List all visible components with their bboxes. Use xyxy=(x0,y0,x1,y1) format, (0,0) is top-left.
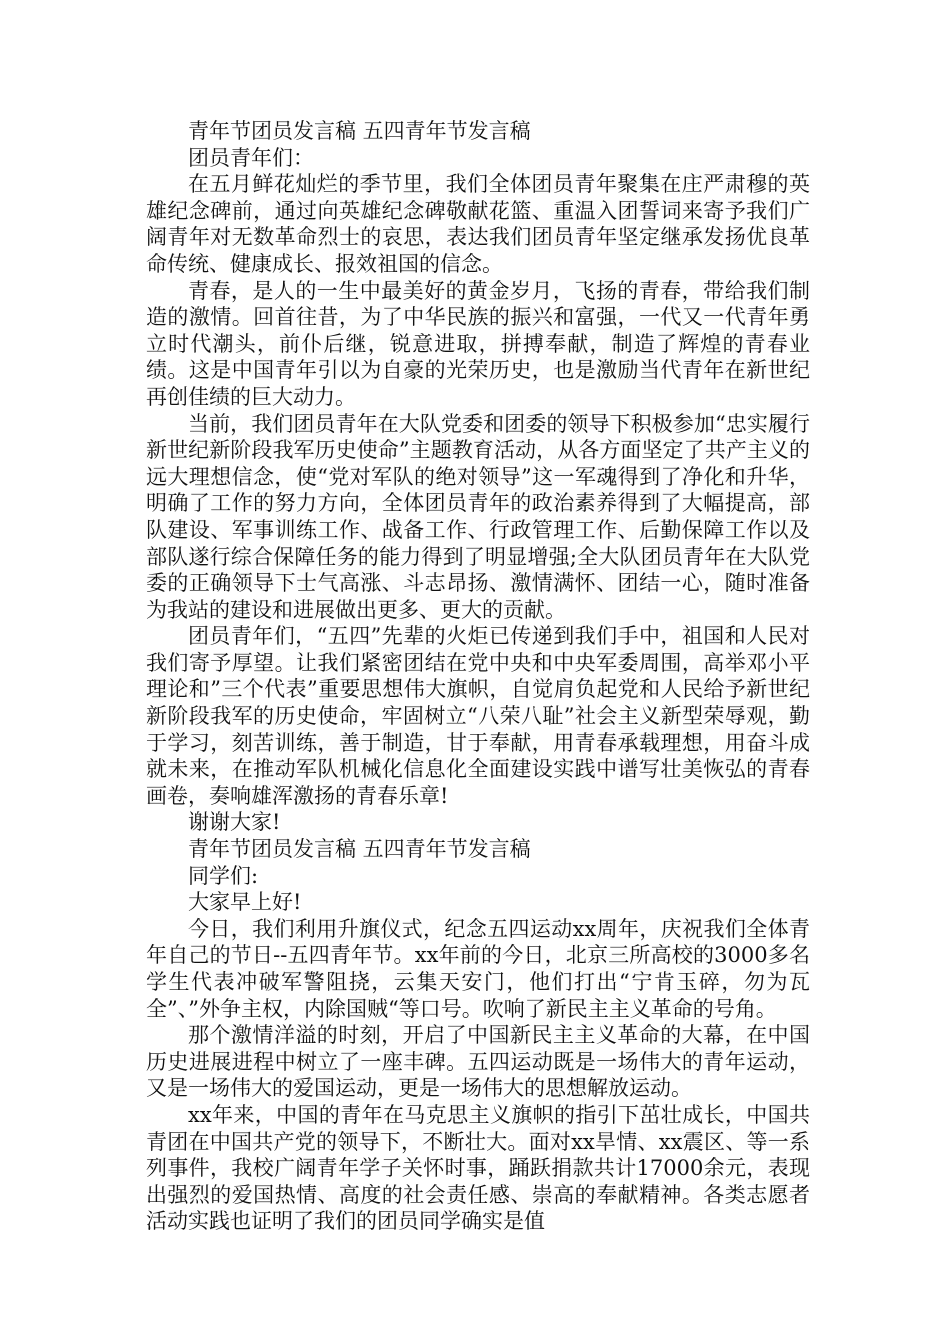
document-body xyxy=(146,118,810,1235)
salutation: 团员青年们： xyxy=(188,145,314,170)
greeting: 大家早上好! xyxy=(188,890,302,915)
speech-title: 青年节团员发言稿 五四青年节发言稿 xyxy=(188,119,531,143)
paragraph: 在五月鲜花灿烂的季节里，我们全体团员青年聚集在庄严肃穆的英雄纪念碑前，通过向英雄纪念碑敬献花篮、重温入团誓词来寄予我们广阔青年对无数革命烈士的哀思，表达我们团员青年坚定继承发扬优良革命传统、健康成长、报效祖国的信念。 xyxy=(146,172,810,276)
paragraph: 当前，我们团员青年在大队党委和团委的领导下积极参加“忠实履行新世纪新阶段我军历史使命”主题教育活动，从各方面坚定了共产主义的远大理想信念，使“党对军队的绝对领导”这一军魂得到了净化和升华，明确了工作的努力方向，全体团员青年的政治素养得到了大幅提高，部队建设、军事训练工作、战备工作、行政管理工作、后勤保障工作以及部队遂行综合保障任务的能力得到了明显增强;全大队团员青年在大队党委的正确领导下士气高涨、斗志昂扬、激情满怀、团结一心，随时准备为我站的建设和进展做出更多、更大的贡献。 xyxy=(146,411,810,622)
salutation: 同学们: xyxy=(188,863,259,888)
paragraph: 青春，是人的一生中最美好的黄金岁月，飞扬的青春，带给我们制造的激情。回首往昔，为了中华民族的振兴和富强，一代又一代青年勇立时代潮头，前仆后继，锐意进取，拼搏奉献，制造了辉煌的青春业绩。这是中国青年引以为自豪的光荣历史，也是激励当代青年在新世纪再创佳绩的巨大动力。 xyxy=(146,278,810,409)
paragraph: 今日，我们利用升旗仪式，纪念五四运动xx周年，庆祝我们全体青年自己的节日--五四青年节。xx年前的今日，北京三所高校的3000多名学生代表冲破军警阻挠，云集天安门，他们打出“宁肯玉碎，勿为瓦全”、”外争主权，内除国贼“等口号。吹响了新民主主义革命的号角。 xyxy=(146,916,810,1021)
paragraph: xx年来，中国的青年在马克思主义旗帜的指引下茁壮成长，中国共青团在中国共产党的领导下，不断壮大。面对xx旱情、xx震区、等一系列事件，我校广阔青年学子关怀时事，踊跃捐款共计17000余元，表现出强烈的爱国热情、高度的社会责任感、崇高的奉献精神。各类志愿者活动实践也证明了我们的团员同学确实是值 xyxy=(146,1102,810,1234)
paragraph: 团员青年们，“五四”先辈的火炬已传递到我们手中，祖国和人民对我们寄予厚望。让我们紧密团结在党中央和中央军委周围，高举邓小平理论和”三个代表”重要思想伟大旗帜，自觉肩负起党和人民给予新世纪新阶段我军的历史使命，牢固树立“八荣八耻”社会主义新型荣辱观，勤于学习，刻苦训练，善于制造，甘于奉献，用青春承载理想，用奋斗成就未来，在推动军队机械化信息化全面建设实践中谱写壮美恢弘的青春画卷，奏响雄浑激扬的青春乐章! xyxy=(146,624,810,808)
paragraph: 那个激情洋溢的时刻，开启了中国新民主主义革命的大幕，在中国历史进展进程中树立了一座丰碑。五四运动既是一场伟大的青年运动，又是一场伟大的爱国运动，更是一场伟大的思想解放运动。 xyxy=(146,1023,810,1101)
speech-title: 青年节团员发言稿 五四青年节发言稿 xyxy=(188,837,531,862)
closing-line: 谢谢大家! xyxy=(188,810,281,835)
